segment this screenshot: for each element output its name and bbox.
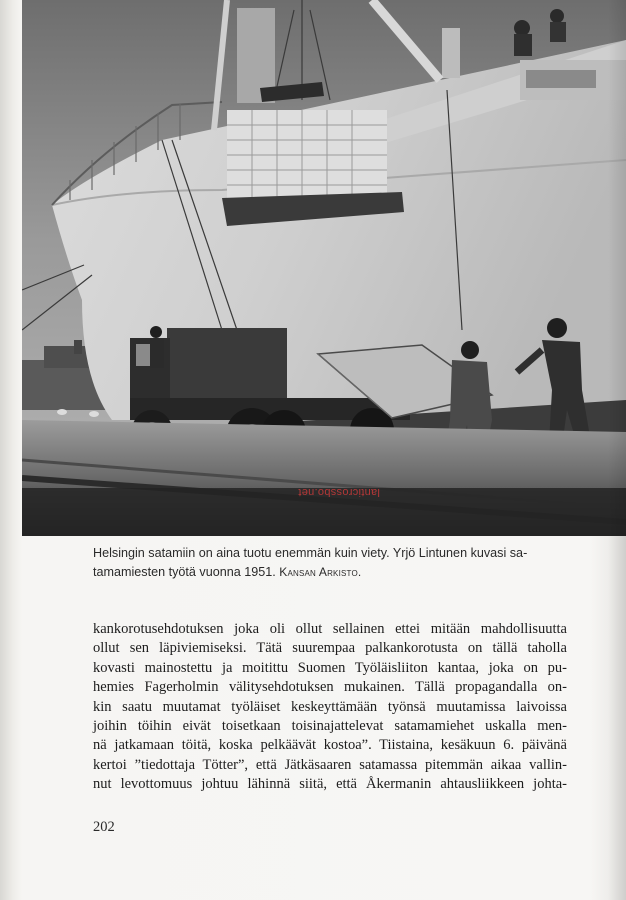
body-line: nut levottomuus johtuu lähinnä siitä, että Åkermanin ahtausliikkeen johta- — [93, 776, 567, 793]
body-line: ollut sen läpiviemiseksi. Tätä suurempaa palkankorotusta on tällä taholla — [93, 640, 567, 657]
body-line: joihin töihin eivät toisetkaan toisinajattelevat satamamiehet uskalla men- — [93, 718, 567, 735]
caption-text: Helsingin satamiin on aina tuotu enemmän kuin viety. Yrjö Lintunen kuvasi satamamiesten työtä vuonna 1951. — [93, 546, 528, 579]
harbor-photograph — [22, 0, 626, 536]
page-number: 202 — [93, 819, 115, 835]
page-right-edge-shadow — [608, 0, 626, 900]
body-line: kertoi ”tiedottaja Tötter”, että Jätkäsaaren satamassa pitemmän aikaa vallin- — [93, 756, 567, 773]
scan-watermark: lanticrossbo.net — [298, 486, 380, 498]
photo-caption — [93, 544, 573, 582]
caption-credit: Kansan Arkisto. — [279, 565, 362, 579]
body-line: kankorotusehdotuksen joka oli ollut sellainen ettei mitään mahdollisuutta — [93, 621, 567, 637]
body-text — [93, 620, 567, 795]
body-line: hemies Fagerholmin välitysehdotuksen mukainen. Tällä propagandalla on- — [93, 679, 567, 696]
body-line: nä jatkamaan töitä, koska pelkäävät kostoa”. Tiistaina, kesäkuun 6. päivänä — [93, 737, 567, 754]
page-left-edge-shadow — [0, 0, 22, 900]
quay-pavement — [22, 420, 626, 536]
body-line: kin saatu muutamat työläiset keskeyttämään työnsä muutamissa laivoissa — [93, 698, 567, 715]
harbor-cargo-photo — [22, 0, 626, 536]
body-line: kovasti mainostettu ja moitittu Suomen Työläisliiton kantaa, joka on pu- — [93, 659, 567, 676]
